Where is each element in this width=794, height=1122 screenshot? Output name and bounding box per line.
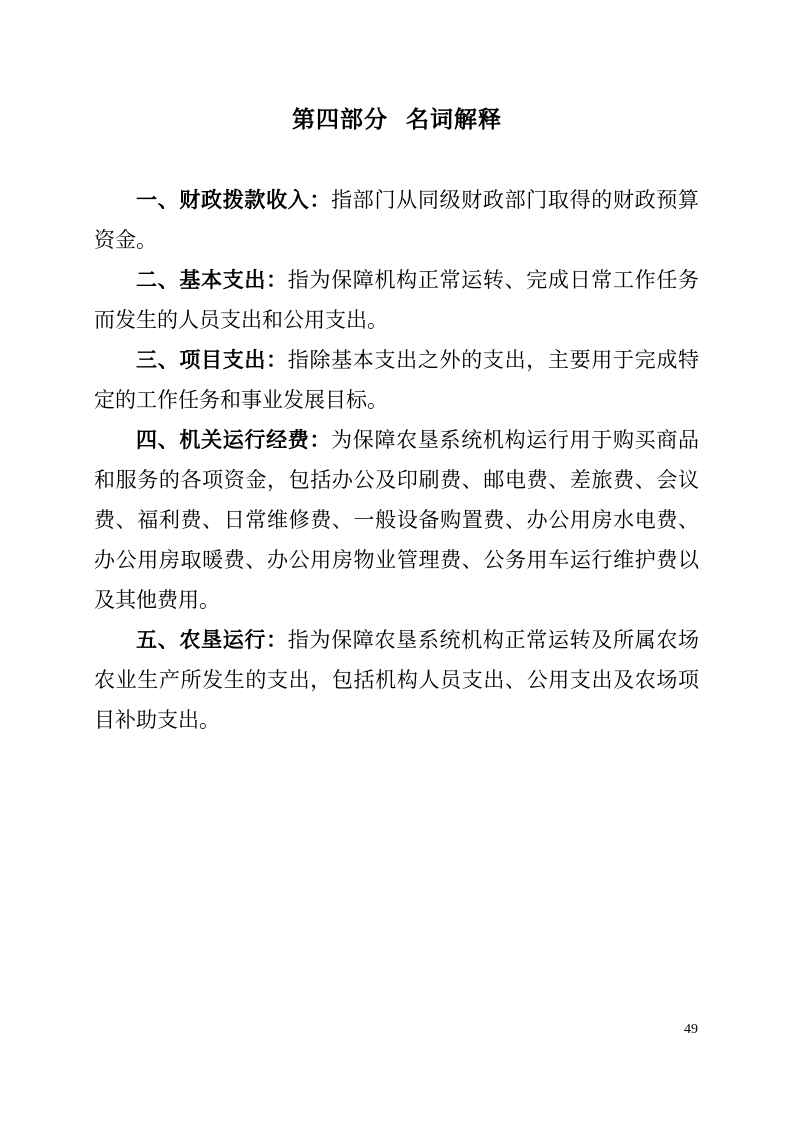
- glossary-term-4: 四、机关运行经费：: [136, 428, 332, 452]
- glossary-body: [94, 180, 699, 740]
- page-title-section: 第四部分: [292, 106, 388, 132]
- glossary-paragraph-3: [94, 340, 699, 420]
- page-title: [0, 104, 794, 134]
- glossary-definition-2: 指为保障机构正常运转、完成日常工作任务而发生的人员支出和公用支出。: [94, 268, 700, 332]
- glossary-paragraph-5: [94, 620, 699, 740]
- glossary-definition-3: 指除基本支出之外的支出，主要用于完成特定的工作任务和事业发展目标。: [94, 348, 700, 412]
- glossary-definition-1: 指部门从同级财政部门取得的财政预算资金。: [94, 188, 700, 252]
- page-title-name: 名词解释: [406, 106, 502, 132]
- glossary-term-2: 二、基本支出：: [136, 268, 288, 292]
- glossary-term-3: 三、项目支出：: [136, 348, 288, 372]
- glossary-term-1: 一、财政拨款收入：: [136, 188, 332, 212]
- glossary-paragraph-1: [94, 180, 699, 260]
- glossary-term-5: 五、农垦运行：: [136, 628, 288, 652]
- glossary-definition-4: 为保障农垦系统机构运行用于购买商品和服务的各项资金，包括办公及印刷费、邮电费、差旅费、会议费、福利费、日常维修费、一般设备购置费、办公用房水电费、办公用房取暖费、办公用房物业管理费、公务用车运行维护费以及其他费用。: [94, 428, 700, 612]
- glossary-definition-5: 指为保障农垦系统机构正常运转及所属农场农业生产所发生的支出，包括机构人员支出、公用支出及农场项目补助支出。: [94, 628, 700, 732]
- glossary-paragraph-2: [94, 260, 699, 340]
- glossary-paragraph-4: [94, 420, 699, 620]
- page-number: 49: [684, 1022, 698, 1037]
